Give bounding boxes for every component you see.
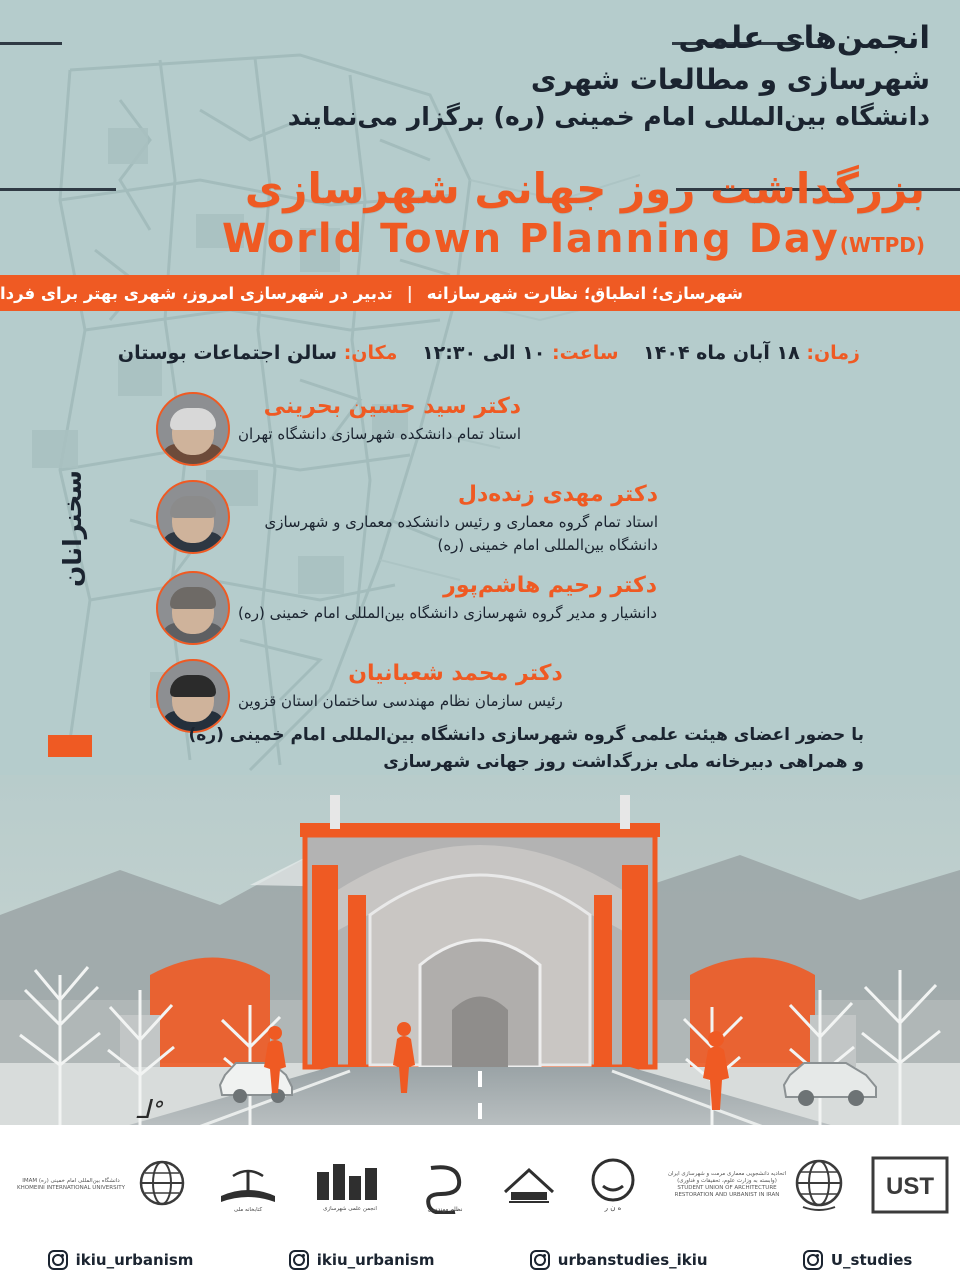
imam-khomeini-university-logo: [11, 1150, 187, 1220]
signature-glyph: ᒧᐤ: [135, 1095, 161, 1125]
title-persian: بزرگداشت روز جهانی شهرسازی: [244, 164, 925, 213]
header-line-1: انجمن‌های علمی: [678, 20, 930, 56]
title-english: [65, 215, 925, 263]
national-library-logo: [213, 1150, 283, 1220]
social-item[interactable]: [803, 1250, 912, 1270]
speaker-role: استاد تمام دانشکده شهرسازی دانشگاه تهران: [238, 424, 522, 443]
event-place-key: مکان:: [343, 342, 398, 364]
engineering-organization-logo: [417, 1150, 473, 1220]
svg-text:کتابخانه ملی: کتابخانه ملی: [233, 1207, 263, 1213]
instagram-icon: [289, 1250, 309, 1270]
instagram-icon: [48, 1250, 68, 1270]
svg-text:نظام مهندسی: نظام مهندسی: [427, 1206, 463, 1213]
attendance-note-line-2: و همراهی دبیرخانه ملی بزرگداشت روز جهانی شهرسازی: [383, 752, 864, 773]
speaker-item: [0, 480, 960, 557]
svg-text:ه ن ر: ه ن ر: [604, 1204, 622, 1212]
event-place: [118, 342, 398, 364]
event-hour: [415, 342, 618, 364]
speaker-photo-zendehdel: [156, 480, 230, 554]
speaker-role: دانشیار و مدیر گروه شهرسازی دانشگاه بین‌المللی امام خمینی (ره): [238, 604, 658, 623]
social-handle: U_studies: [830, 1251, 913, 1269]
social-handle: ikiu_urbanism: [316, 1251, 435, 1269]
speaker-photo-hashempour: [156, 571, 230, 645]
student-union-logo: [667, 1150, 845, 1220]
speaker-name: دکتر رحیم هاشم‌پور: [443, 573, 658, 599]
event-place-value: سالن اجتماعات بوستان: [117, 342, 338, 364]
social-item[interactable]: [530, 1250, 708, 1270]
header-rule-left: [0, 42, 62, 45]
speakers-list: [0, 392, 960, 747]
social-handle: urbanstudies_ikiu: [557, 1251, 708, 1269]
header-line-3: دانشگاه بین‌المللی امام خمینی (ره) برگزار می‌نمایند: [287, 102, 930, 132]
attendance-note-line-1: با حضور اعضای هیئت علمی گروه شهرسازی دانشگاه بین‌المللی امام خمینی (ره): [188, 725, 864, 745]
student-union-caption: اتحادیه دانشجویی معماری مرمت و شهرسازی ایران (وابسته به وزارت علوم، تحقیقات و فناوری) STUDENT UNION OF ARCHITECTURE RESTORATION AND URBANIST IN IRAN: [667, 1171, 787, 1198]
social-bar: [0, 1240, 960, 1280]
honar-logo: [585, 1150, 641, 1220]
svg-text:UST: UST: [886, 1173, 934, 1200]
social-item[interactable]: [48, 1250, 194, 1270]
speaker-name: دکتر محمد شعبانیان: [348, 661, 563, 687]
event-hour-key: ساعت:: [552, 342, 619, 364]
title-english-text: World Town Planning Day: [222, 216, 840, 263]
urban-studies-association-logo: [309, 1150, 391, 1220]
architecture-association-logo: [499, 1150, 559, 1220]
header-line-2: شهرسازی و مطالعات شهری: [530, 62, 930, 96]
event-hour-value: ۱۰ الی ۱۲:۳۰: [422, 342, 546, 364]
title-abbreviation: (WTPD): [839, 233, 925, 258]
city-illustration: [0, 775, 960, 1145]
speakers-section-label: سخنرانان: [58, 470, 87, 588]
speaker-item: [0, 392, 960, 466]
instagram-icon: [803, 1250, 823, 1270]
event-details: [60, 342, 860, 364]
instagram-icon: [530, 1250, 550, 1270]
slogan-left: تدبیر در شهرسازی امروز، شهری بهتر برای فردا: [0, 283, 393, 303]
speaker-name: دکتر سید حسین بحرینی: [263, 394, 522, 419]
attendance-note: [74, 722, 864, 776]
slogan-separator: |: [406, 283, 413, 303]
event-date-key: زمان:: [806, 342, 860, 364]
social-handle: ikiu_urbanism: [75, 1251, 194, 1269]
logo-strip: [0, 1125, 960, 1240]
event-date-value: ۱۸ آبان ماه ۱۴۰۴: [643, 342, 800, 364]
svg-text:انجمن علمی شهرسازی: انجمن علمی شهرسازی: [323, 1206, 377, 1212]
slogan-band: [0, 275, 960, 311]
university-caption: دانشگاه بین‌المللی امام خمینی (ره) IMAM KHOMEINI INTERNATIONAL UNIVERSITY: [17, 1178, 125, 1191]
speaker-item: [0, 571, 960, 645]
header-text: [250, 18, 930, 135]
event-date: [637, 342, 860, 364]
speaker-role: رئیس سازمان نظام مهندسی ساختمان استان قزوین: [238, 692, 563, 711]
title-block: [65, 165, 925, 263]
speaker-photo-bahraini: [156, 392, 230, 466]
social-item[interactable]: [289, 1250, 435, 1270]
speaker-role: استاد تمام گروه معماری و رئیس دانشکده معماری و شهرسازی دانشگاه بین‌المللی امام خمینی (ره): [264, 512, 658, 555]
speaker-name: دکتر مهدی زنده‌دل: [457, 482, 658, 507]
slogan-right: شهرسازی؛ انطباق؛ نظارت شهرسازانه: [426, 283, 743, 303]
ust-logo: [871, 1150, 949, 1220]
